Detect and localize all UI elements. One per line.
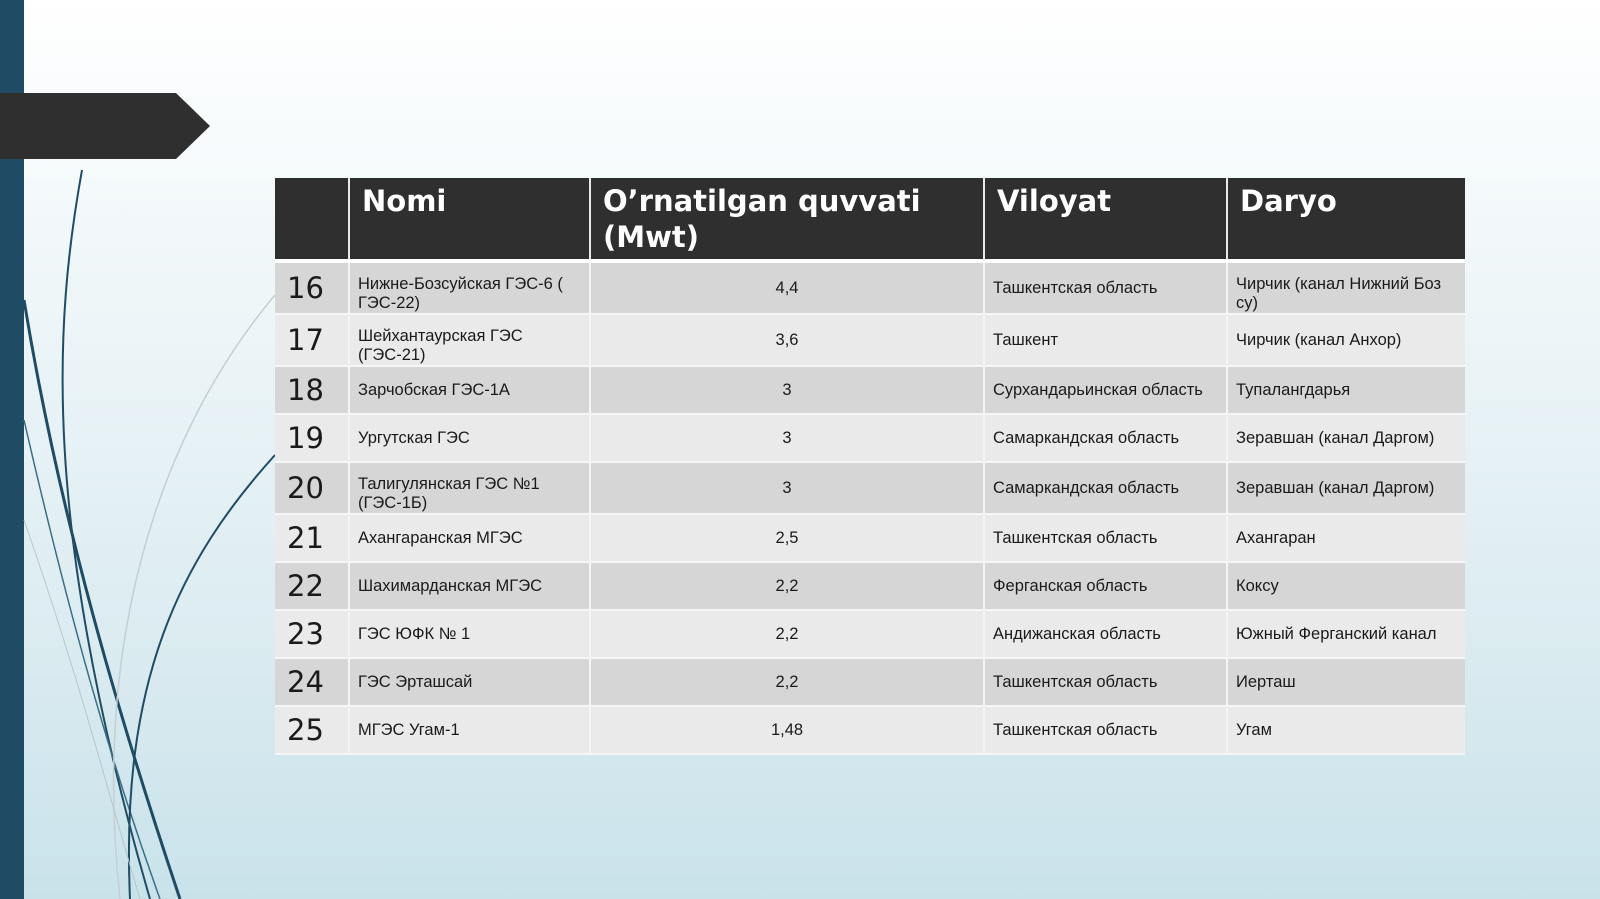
table-header-row (275, 178, 1465, 261)
row-number: 17 (275, 314, 349, 366)
installed-power: 3 (590, 462, 984, 514)
table-row (275, 462, 1465, 514)
installed-power: 2,2 (590, 658, 984, 706)
table-row (275, 610, 1465, 658)
table-row (275, 562, 1465, 610)
row-number: 21 (275, 514, 349, 562)
header-number (275, 178, 349, 261)
river: Угам (1227, 706, 1465, 754)
region: Ташкентская область (984, 658, 1227, 706)
region: Сурхандарьинская область (984, 366, 1227, 414)
station-name: Ургутская ГЭС (349, 414, 590, 462)
title-banner-arrow (0, 93, 210, 159)
region: Самаркандская область (984, 462, 1227, 514)
installed-power: 2,5 (590, 514, 984, 562)
station-name: МГЭС Угам-1 (349, 706, 590, 754)
header-power: O’rnatilgan quvvati (Mwt) (590, 178, 984, 261)
region: Ферганская область (984, 562, 1227, 610)
installed-power: 3,6 (590, 314, 984, 366)
row-number: 16 (275, 261, 349, 314)
river: Чирчик (канал Нижний Боз су) (1227, 261, 1465, 314)
installed-power: 2,2 (590, 610, 984, 658)
header-region: Viloyat (984, 178, 1227, 261)
table-row (275, 366, 1465, 414)
row-number: 23 (275, 610, 349, 658)
region: Самаркандская область (984, 414, 1227, 462)
station-name: Талигулянская ГЭС №1 (ГЭС-1Б) (349, 462, 590, 514)
station-name: ГЭС Эрташсай (349, 658, 590, 706)
hydro-stations-table (275, 178, 1465, 755)
region: Ташкент (984, 314, 1227, 366)
installed-power: 3 (590, 414, 984, 462)
table-row (275, 261, 1465, 314)
row-number: 20 (275, 462, 349, 514)
station-name: ГЭС ЮФК № 1 (349, 610, 590, 658)
river: Иерташ (1227, 658, 1465, 706)
header-name: Nomi (349, 178, 590, 261)
river: Чирчик (канал Анхор) (1227, 314, 1465, 366)
table-row (275, 314, 1465, 366)
region: Ташкентская область (984, 261, 1227, 314)
river: Тупалангдарья (1227, 366, 1465, 414)
river: Ахангаран (1227, 514, 1465, 562)
region: Андижанская область (984, 610, 1227, 658)
installed-power: 3 (590, 366, 984, 414)
station-name: Ахангаранская МГЭС (349, 514, 590, 562)
river: Южный Ферганский канал (1227, 610, 1465, 658)
river: Коксу (1227, 562, 1465, 610)
installed-power: 2,2 (590, 562, 984, 610)
region: Ташкентская область (984, 514, 1227, 562)
table-row (275, 706, 1465, 754)
table-row (275, 658, 1465, 706)
river: Зеравшан (канал Даргом) (1227, 414, 1465, 462)
header-river: Daryo (1227, 178, 1465, 261)
table-row (275, 514, 1465, 562)
table-row (275, 414, 1465, 462)
station-name: Нижне-Бозсуйская ГЭС-6 ( ГЭС-22) (349, 261, 590, 314)
row-number: 18 (275, 366, 349, 414)
row-number: 24 (275, 658, 349, 706)
station-name: Зарчобская ГЭС-1А (349, 366, 590, 414)
station-name: Шахимарданская МГЭС (349, 562, 590, 610)
installed-power: 4,4 (590, 261, 984, 314)
row-number: 19 (275, 414, 349, 462)
row-number: 22 (275, 562, 349, 610)
region: Ташкентская область (984, 706, 1227, 754)
river: Зеравшан (канал Даргом) (1227, 462, 1465, 514)
installed-power: 1,48 (590, 706, 984, 754)
station-name: Шейхантаурская ГЭС (ГЭС-21) (349, 314, 590, 366)
row-number: 25 (275, 706, 349, 754)
